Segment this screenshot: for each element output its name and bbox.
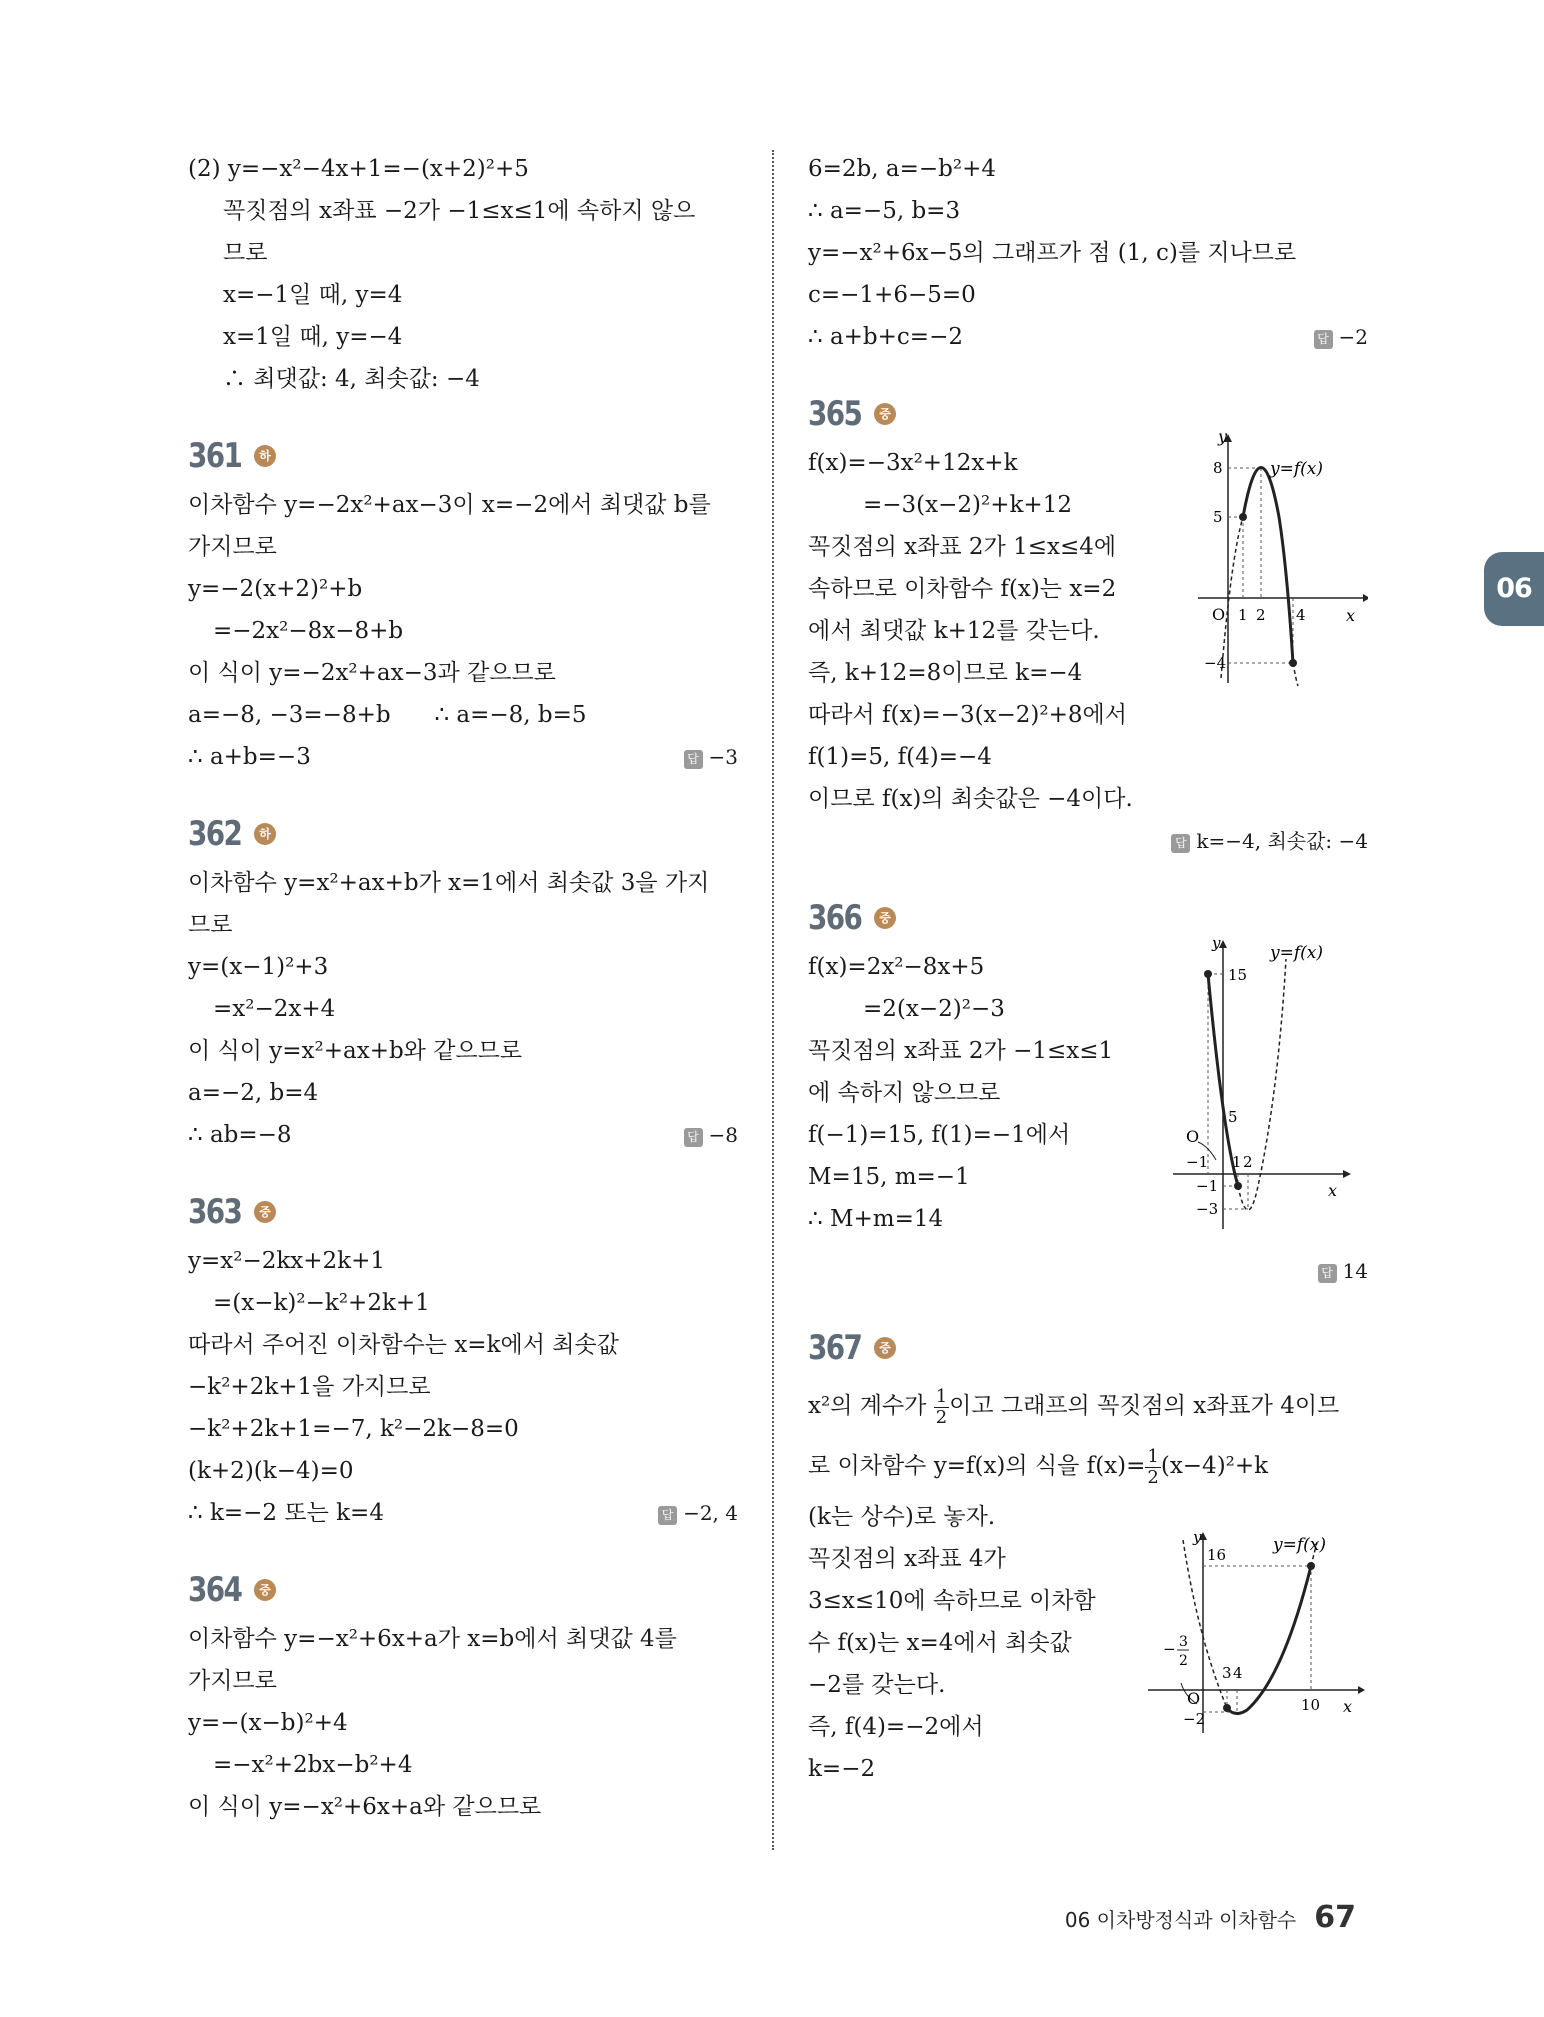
tick-label: 5 bbox=[1213, 508, 1223, 526]
line: 3≤x≤10에 속하므로 이차함 bbox=[808, 1588, 1096, 1614]
curve-solid bbox=[1227, 1566, 1311, 1714]
tick-label: 16 bbox=[1207, 1546, 1227, 1564]
line: 수 f(x)는 x=4에서 최솟값 bbox=[808, 1630, 1072, 1656]
tick-label: 10 bbox=[1301, 1696, 1321, 1714]
text: (x−4)²+k bbox=[1160, 1453, 1269, 1479]
right-column bbox=[808, 148, 1368, 1790]
line: f(−1)=15, f(1)=−1에서 bbox=[808, 1122, 1071, 1148]
answer bbox=[684, 736, 738, 778]
y-label: y bbox=[1212, 934, 1221, 952]
problem-number: 362 bbox=[188, 814, 242, 854]
tick-label: 2 bbox=[1256, 606, 1266, 624]
x-axis-arrow bbox=[1343, 1170, 1351, 1178]
line: y=(x−1)²+3 bbox=[188, 954, 329, 980]
problem-number: 361 bbox=[188, 436, 242, 476]
curve-label: y=f(x) bbox=[1270, 459, 1323, 479]
line: a=−2, b=4 bbox=[188, 1080, 319, 1106]
curve-label: y=f(x) bbox=[1273, 1535, 1326, 1555]
fraction bbox=[934, 1387, 949, 1428]
answer bbox=[684, 1114, 738, 1156]
line: 에 속하지 않으므로 bbox=[808, 1080, 1001, 1106]
tick-label: −1 bbox=[1196, 1177, 1219, 1195]
problem-number: 365 bbox=[808, 394, 862, 434]
problem-number: 363 bbox=[188, 1192, 242, 1232]
chapter-title: 06 이차방정식과 이차함수 bbox=[1064, 1908, 1297, 1932]
graph-367 bbox=[1143, 1528, 1368, 1738]
answer-value: 14 bbox=[1342, 1259, 1368, 1283]
line: 꼭짓점의 x좌표 2가 1≤x≤4에 bbox=[808, 534, 1117, 560]
tick-label: −3 bbox=[1196, 1200, 1219, 1218]
tick-label: 4 bbox=[1296, 606, 1306, 624]
line: =−x²+2bx−b²+4 bbox=[213, 1752, 413, 1778]
answer-tag: 답 bbox=[684, 1128, 703, 1147]
x-label: x bbox=[1343, 1697, 1353, 1716]
answer bbox=[658, 1492, 738, 1534]
page-footer bbox=[1065, 1900, 1356, 1935]
line: =x²−2x+4 bbox=[213, 996, 336, 1022]
solution-361 bbox=[188, 436, 738, 778]
line: 이차함수 y=−2x²+ax−3이 x=−2에서 최댓값 b를 bbox=[188, 492, 711, 518]
tick-label: −4 bbox=[1204, 654, 1227, 672]
line: 따라서 f(x)=−3(x−2)²+8에서 bbox=[808, 702, 1127, 728]
answer-tag: 답 bbox=[1318, 1264, 1337, 1283]
tick-label: 3 bbox=[1222, 1664, 1232, 1682]
problem-number: 364 bbox=[188, 1570, 242, 1610]
denominator: 2 bbox=[1147, 1466, 1159, 1488]
chapter-tab: 06 bbox=[1484, 552, 1544, 626]
line: ∴ a=−5, b=3 bbox=[808, 198, 961, 224]
line: ∴ k=−2 또는 k=4 bbox=[188, 1500, 384, 1526]
solution-363 bbox=[188, 1192, 738, 1534]
line: 에서 최댓값 k+12를 갖는다. bbox=[808, 618, 1100, 644]
graph-366 bbox=[1168, 934, 1368, 1234]
tick-label: 4 bbox=[1233, 1664, 1243, 1682]
curve-dashed bbox=[1183, 1540, 1227, 1708]
left-column bbox=[188, 148, 738, 1828]
line: k=−2 bbox=[808, 1756, 876, 1782]
line: −k²+2k+1을 가지므로 bbox=[188, 1374, 431, 1400]
graph-365 bbox=[1188, 428, 1368, 688]
curve-dashed bbox=[1238, 959, 1286, 1210]
denominator: 2 bbox=[935, 1406, 948, 1428]
difficulty-badge: 중 bbox=[874, 907, 896, 929]
tick-label: −1 bbox=[1186, 1153, 1209, 1171]
line: 즉, k+12=8이므로 k=−4 bbox=[808, 660, 1083, 686]
answer-value: k=−4, 최솟값: −4 bbox=[1196, 829, 1368, 853]
tick-label: 15 bbox=[1228, 966, 1248, 984]
point bbox=[1289, 659, 1297, 667]
origin-label: O bbox=[1186, 1127, 1200, 1146]
x-label: x bbox=[1328, 1181, 1338, 1200]
line: =−3(x−2)²+k+12 bbox=[863, 492, 1072, 518]
line: =2(x−2)²−3 bbox=[863, 996, 1005, 1022]
fraction bbox=[1145, 1447, 1160, 1488]
answer-tag: 답 bbox=[1314, 330, 1333, 349]
answer-tag: 답 bbox=[1171, 834, 1190, 853]
line: M=15, m=−1 bbox=[808, 1164, 970, 1190]
curve-label: y=f(x) bbox=[1270, 943, 1323, 963]
difficulty-badge: 하 bbox=[254, 445, 276, 467]
line: f(x)=−3x²+12x+k bbox=[808, 450, 1018, 476]
curve-solid bbox=[1243, 468, 1293, 664]
problem-number: 367 bbox=[808, 1328, 862, 1368]
line: y=−x²+6x−5의 그래프가 점 (1, c)를 지나므로 bbox=[808, 240, 1297, 266]
answer-value: −2 bbox=[1338, 325, 1368, 349]
answer bbox=[808, 820, 1368, 862]
line: x=1일 때, y=−4 bbox=[223, 324, 403, 350]
line: 이므로 f(x)의 최솟값은 −4이다. bbox=[808, 786, 1133, 812]
problem-number: 366 bbox=[808, 898, 862, 938]
y-label: y bbox=[1218, 428, 1228, 446]
tick-label: −2 bbox=[1183, 1710, 1206, 1728]
page-number: 67 bbox=[1314, 1900, 1356, 1935]
numerator: 1 bbox=[1147, 1445, 1159, 1467]
line: 가지므로 bbox=[188, 534, 277, 560]
line: 속하므로 이차함수 f(x)는 x=2 bbox=[808, 576, 1117, 602]
text: 로 이차함수 y=f(x)의 식을 f(x)= bbox=[808, 1453, 1146, 1479]
point bbox=[1234, 1182, 1242, 1190]
line bbox=[808, 1376, 1368, 1436]
answer bbox=[1314, 316, 1368, 358]
solution-367 bbox=[808, 1328, 1368, 1790]
y-label: y bbox=[1193, 1528, 1202, 1546]
difficulty-badge: 하 bbox=[254, 823, 276, 845]
line: x=−1일 때, y=4 bbox=[223, 282, 403, 308]
line: 므로 bbox=[188, 912, 233, 938]
line: ∴ M+m=14 bbox=[808, 1206, 944, 1232]
line: (k+2)(k−4)=0 bbox=[188, 1458, 354, 1484]
line: ∴ a+b=−3 bbox=[188, 744, 311, 770]
solution-360-continued bbox=[188, 148, 738, 400]
line: y=−2(x+2)²+b bbox=[188, 576, 363, 602]
tick-label-num: 3 bbox=[1179, 1634, 1188, 1650]
tick-label: 8 bbox=[1213, 459, 1223, 477]
line: y=x²−2kx+2k+1 bbox=[188, 1248, 386, 1274]
solution-362 bbox=[188, 814, 738, 1156]
line: 이차함수 y=x²+ax+b가 x=1에서 최솟값 3을 가지 bbox=[188, 870, 710, 896]
line: f(1)=5, f(4)=−4 bbox=[808, 744, 992, 770]
column-divider bbox=[772, 150, 774, 1850]
line: ∴ a+b+c=−2 bbox=[808, 324, 963, 350]
line: 꼭짓점의 x좌표 4가 bbox=[808, 1546, 1006, 1572]
origin-label: O bbox=[1212, 605, 1226, 624]
line: ∴ ab=−8 bbox=[188, 1122, 292, 1148]
answer-value: −3 bbox=[708, 745, 738, 769]
line: −k²+2k+1=−7, k²−2k−8=0 bbox=[188, 1416, 519, 1442]
tick-label-minus: − bbox=[1163, 1640, 1176, 1658]
x-label: x bbox=[1346, 606, 1356, 625]
answer-value: −2, 4 bbox=[683, 1501, 738, 1525]
difficulty-badge: 중 bbox=[254, 1579, 276, 1601]
line: 이 식이 y=x²+ax+b와 같으므로 bbox=[188, 1038, 523, 1064]
solution-364 bbox=[188, 1570, 738, 1828]
difficulty-badge: 중 bbox=[254, 1201, 276, 1223]
point bbox=[1307, 1562, 1315, 1570]
line: −2를 갖는다. bbox=[808, 1672, 946, 1698]
tick-label: 5 bbox=[1228, 1108, 1238, 1126]
line: 즉, f(4)=−2에서 bbox=[808, 1714, 984, 1740]
line: c=−1+6−5=0 bbox=[808, 282, 976, 308]
line: 꼭짓점의 x좌표 −2가 −1≤x≤1에 속하지 않으 bbox=[223, 198, 696, 224]
line: ∴ 최댓값: 4, 최솟값: −4 bbox=[223, 366, 480, 392]
line: y=−(x−b)²+4 bbox=[188, 1710, 348, 1736]
line: 므로 bbox=[223, 240, 268, 266]
tick-label-den: 2 bbox=[1179, 1653, 1188, 1669]
answer-tag: 답 bbox=[658, 1506, 677, 1525]
x-axis-arrow bbox=[1358, 1686, 1365, 1694]
line: (k는 상수)로 놓자. bbox=[808, 1504, 996, 1530]
tick-label: 2 bbox=[1243, 1153, 1253, 1171]
numerator: 1 bbox=[935, 1385, 948, 1407]
line: 6=2b, a=−b²+4 bbox=[808, 156, 996, 182]
line: 이 식이 y=−2x²+ax−3과 같으므로 bbox=[188, 660, 556, 686]
line: =(x−k)²−k²+2k+1 bbox=[213, 1290, 430, 1316]
point bbox=[1239, 513, 1247, 521]
origin-label: O bbox=[1187, 1689, 1201, 1708]
tick-label: 1 bbox=[1238, 606, 1248, 624]
line: (2) y=−x²−4x+1=−(x+2)²+5 bbox=[188, 156, 529, 182]
solution-366 bbox=[808, 898, 1368, 1292]
line: 가지므로 bbox=[188, 1668, 277, 1694]
text: x²의 계수가 bbox=[808, 1393, 934, 1419]
answer-value: −8 bbox=[708, 1123, 738, 1147]
solution-364-continued bbox=[808, 148, 1368, 358]
answer bbox=[808, 1250, 1368, 1292]
line: 따라서 주어진 이차함수는 x=k에서 최솟값 bbox=[188, 1332, 619, 1358]
point bbox=[1223, 1704, 1231, 1712]
text: 이고 그래프의 꼭짓점의 x좌표가 4이므 bbox=[949, 1393, 1340, 1419]
difficulty-badge: 중 bbox=[874, 403, 896, 425]
line: 꼭짓점의 x좌표 2가 −1≤x≤1 bbox=[808, 1038, 1114, 1064]
point bbox=[1204, 970, 1212, 978]
answer-tag: 답 bbox=[684, 750, 703, 769]
x-axis-arrow bbox=[1363, 594, 1368, 602]
line: =−2x²−8x−8+b bbox=[213, 618, 404, 644]
line: 이차함수 y=−x²+6x+a가 x=b에서 최댓값 4를 bbox=[188, 1626, 677, 1652]
line bbox=[808, 1436, 1368, 1496]
line: a=−8, −3=−8+b ∴ a=−8, b=5 bbox=[188, 702, 587, 728]
line: 이 식이 y=−x²+6x+a와 같으므로 bbox=[188, 1794, 542, 1820]
tick-label: 1 bbox=[1232, 1153, 1242, 1171]
difficulty-badge: 중 bbox=[874, 1337, 896, 1359]
line: f(x)=2x²−8x+5 bbox=[808, 954, 985, 980]
solution-365 bbox=[808, 394, 1368, 862]
